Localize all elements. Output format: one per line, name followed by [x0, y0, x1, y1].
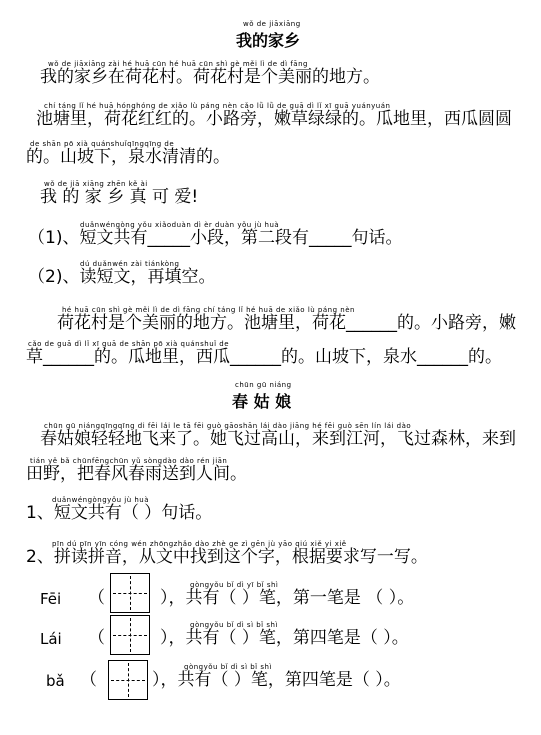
page-title: 我的家乡 — [236, 31, 301, 50]
open-paren: （ — [88, 588, 105, 608]
question-text: （1)、短文共有_____小段，第二段有_____句话。 — [28, 228, 403, 248]
para-pinyin: de shān pō xià quánshuǐqīngqīng de — [30, 140, 175, 148]
row-text: ），共有（ ）笔，第四笔是（ ）。 — [152, 670, 401, 690]
para-pinyin: wǒ de jiāxiāng zài hé huā cūn hé huā cūn shì gè měi lì de dì fāng — [48, 60, 308, 68]
row-pinyin: gòngyǒu bǐ dì sì bǐ shì — [190, 621, 278, 629]
section2-title: 春 姑 娘 — [232, 392, 292, 411]
question-pinyin: duǎnwéngòngyǒu jù huà — [52, 496, 150, 504]
para-text: 田野，把春风春雨送到人间。 — [26, 464, 247, 484]
question-pinyin: duǎnwéngòng yǒu xiǎoduàn dì èr duàn yǒu jù huà — [80, 221, 280, 229]
pinyin-prompt: bǎ — [46, 672, 65, 690]
row-pinyin: gòngyǒu bǐ dì sì bǐ shì — [184, 663, 272, 671]
open-paren: （ — [88, 628, 105, 648]
para-pinyin: chí táng lǐ hé huā hónghóng de xiǎo lù páng nèn cǎo lǜ lǜ de guā dì lǐ xī guā yuányuán — [44, 102, 391, 110]
para-pinyin: chūn gū niángqīngqīng di fēi lái le tā fēi guò gāoshān lái dào jiāng hé fēi guò sēn lín lái dào — [44, 422, 412, 430]
para-text: 池塘里，荷花红红的。小路旁，嫩草绿绿的。瓜地里，西瓜圆圆 — [36, 109, 512, 129]
question-text: 1、短文共有（ ）句话。 — [26, 503, 213, 523]
question-text: （2)、读短文，再填空。 — [28, 267, 216, 287]
question-pinyin: pīn dú pīn yīn cóng wén zhōngzhǎo dào zhè ge zì gēn jù yāo qiú xiě yi xiě — [52, 540, 347, 548]
writing-grid-box[interactable] — [108, 660, 148, 700]
fill-text: 荷花村是个美丽的地方。池塘里，荷花______的。小路旁，嫩 — [57, 313, 516, 333]
title-pinyin: wǒ de jiāxiāng — [243, 20, 301, 28]
para-text: 我 的 家 乡 真 可 爱! — [40, 187, 199, 207]
question-pinyin: dú duǎnwén zài tiánkòng — [80, 260, 180, 268]
writing-grid-box[interactable] — [110, 615, 150, 655]
para-pinyin: tián yě bǎ chūnfēngchūn yǔ sòngdào dào rén jiān — [30, 457, 228, 465]
fill-pinyin: cǎo de guā dì lǐ xī guā de shān pō xià quánshuǐ de — [28, 340, 230, 348]
section2-title-pinyin: chūn gū niáng — [235, 381, 292, 389]
fill-text: 草______的。瓜地里，西瓜______的。山坡下，泉水______的。 — [26, 347, 502, 367]
pinyin-prompt: Fēi — [40, 590, 62, 608]
row-pinyin: gòngyǒu bǐ dì yī bǐ shì — [190, 581, 279, 589]
question-text: 2、拼读拼音，从文中找到这个字，根据要求写一写。 — [26, 547, 428, 567]
fill-pinyin: hé huā cūn shì gè měi lì de dì fāng chí táng lǐ hé huā de xiǎo lù páng nèn — [62, 306, 355, 314]
writing-grid-box[interactable] — [110, 573, 150, 613]
para-text: 的。山坡下，泉水清清的。 — [26, 147, 230, 167]
open-paren: （ — [80, 670, 97, 690]
para-text: 春姑娘轻轻地飞来了。她飞过高山，来到江河，飞过森林，来到 — [40, 429, 516, 449]
row-text: ），共有（ ）笔，第一笔是 （ ）。 — [160, 588, 415, 608]
row-text: ），共有（ ）笔，第四笔是（ ）。 — [160, 628, 409, 648]
para-text: 我的家乡在荷花村。荷花村是个美丽的地方。 — [40, 67, 380, 87]
pinyin-prompt: Lái — [40, 630, 62, 648]
para-pinyin: wǒ de jiā xiāng zhēn kě ài — [44, 180, 148, 188]
